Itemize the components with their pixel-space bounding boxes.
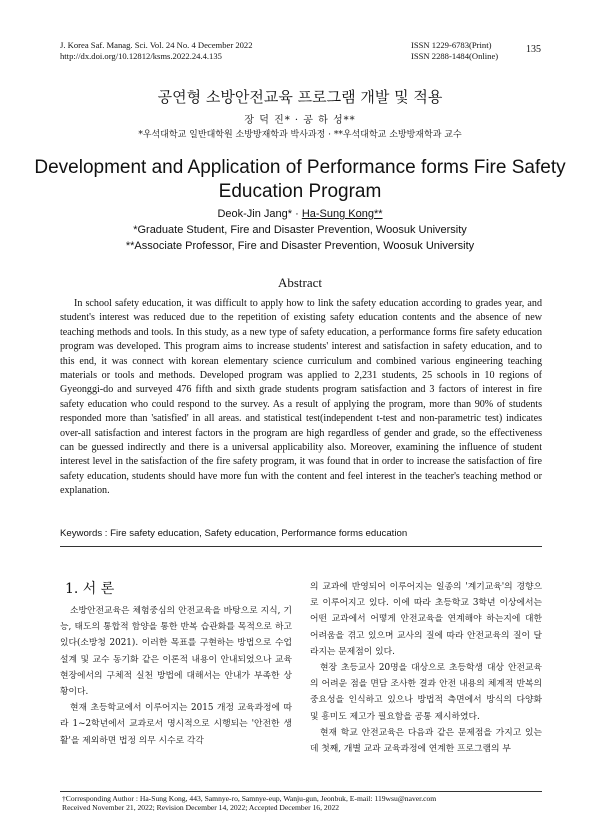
- korean-title: 공연형 소방안전교육 프로그램 개발 및 적용: [157, 88, 443, 106]
- section-heading: 1. 서 론: [65, 581, 115, 597]
- footnote-divider: [60, 791, 542, 792]
- author-1: Deok-Jin Jang*: [217, 208, 293, 220]
- english-affiliation-2: **Associate Professor, Fire and Disaster Prevention, Woosuk University: [125, 240, 475, 252]
- received-dates: Received November 21, 2022; Revision December 14, 2022; Accepted December 16, 2022: [62, 803, 340, 812]
- english-title-line-2: Education Program: [218, 181, 382, 202]
- doi-link[interactable]: http://dx.doi.org/10.12812/ksms.2022.24.4.135: [60, 51, 222, 61]
- paragraph: 소방안전교육은 체험중심의 안전교육을 바탕으로 지식, 기능, 태도의 통합적 함양을 통한 반복 습관화를 목적으로 하고 있다(소방청 2021). 이러한 목표를 구현하는 방법으로 수업 설계 및 교수 동기화 같은 이론적 내용이 안내되었으나 교육 현장에서의 구체적 실천 방법에 대해서는 안내가 부족한 상황이다.: [60, 606, 292, 698]
- issn-block: [411, 40, 498, 62]
- paragraph: 의 교과에 반영되어 이루어지는 일종의 '계기교육'의 경향으로 이루어지고 있다. 이에 따라 초등학교 3학년 이상에서는 어떤 교과에서 어떻게 안전교육을 연계해야 하는지에 대한 어려움을 겪고 있으며 교사의 질에 따라 안전교육의 질이 달라지는 문제점이 있다.: [310, 582, 542, 657]
- english-title-line-1: Development and Application of Performance forms Fire Safety: [34, 157, 566, 178]
- english-title: [0, 156, 600, 204]
- author-2-link[interactable]: Ha-Sung Kong**: [301, 208, 383, 220]
- right-column: [310, 579, 542, 757]
- footnote: [62, 794, 436, 812]
- paragraph: 현재 초등학교에서 이루어지는 2015 개정 교육과정에 따라 1~2학년에서 교과로서 명시적으로 시행되는 '안전한 생활'을 제외하면 법정 의무 시수로 각각: [60, 703, 292, 746]
- korean-affiliations: *우석대학교 일반대학원 소방방재학과 박사과정 · **우석대학교 소방방재학과 교수: [138, 130, 462, 140]
- section-divider: [60, 546, 542, 547]
- korean-authors: 장 덕 진* · 공 하 성**: [244, 115, 356, 126]
- journal-line-1: J. Korea Saf. Manag. Sci. Vol. 24 No. 4 December 2022: [60, 40, 253, 50]
- english-authors: [0, 208, 600, 220]
- abstract-heading: Abstract: [277, 275, 323, 290]
- page-number: 135: [526, 44, 541, 55]
- english-affiliation-1: *Graduate Student, Fire and Disaster Prevention, Woosuk University: [133, 224, 467, 236]
- author-separator: ·: [292, 208, 302, 220]
- left-column: [60, 603, 292, 749]
- issn-online: ISSN 2288-1484(Online): [411, 51, 499, 61]
- paragraph: 현재 학교 안전교육은 다음과 같은 문제점을 가지고 있는데 첫째, 개별 교과 교육과정에 연계한 프로그램의 부: [310, 727, 542, 755]
- abstract-body: In school safety education, it was difficult to apply how to link the safety education according to grades year, and student's interest was reduced due to the repetition of existing safety education contents and the absence of new teaching methods and tools. In this study, as a new type of safety education, a performance forms fire safety education program was developed. This program aims to increase students' interest and satisfaction in safety education, and to this end, it was connect with korean elementary science curriculum and combined various engineering teaching materials or tools and methods. Developed program was applied to 2,231 students, 25 schools in 10 regions of Gyeonggi-do and surveyed 476 fifth and sixth grade students program satisfaction and 3 factors of interest in fire safety education who could respond to the survey. As a result of applying the program, more than 90% of students responded more than 'satisfied' in all areas. and statistical test(independent t-test and non-parametric test) indicates over-all satisfaction and interest factors in the program are high regardless of gender and grade, so the effectiveness can be guessed indirectly and there is a universal applicability also. Moreover, examining the influence of student interest level in the satisfaction of the fire safety program, it was found that in order to increase the satisfaction of fire safety education, students should have more fun with the content and feel interest in the teacher's teaching method or explanation.: [60, 298, 542, 497]
- keywords: Keywords : Fire safety education, Safety education, Performance forms education: [60, 528, 408, 539]
- paragraph: 현장 초등교사 20명을 대상으로 초등학생 대상 안전교육의 어려운 점을 면담 조사한 결과 안전 내용의 체계적 반복의 중요성을 인식하고 있으나 방법적 측면에서 방식의 다양화 및 흥미도 제고가 필요함을 공통 제시하였다.: [310, 663, 542, 722]
- issn-print: ISSN 1229-6783(Print): [411, 40, 492, 50]
- corresponding-author: †Corresponding Author : Ha-Sung Kong, 443, Samnye-ro, Samnye-eup, Wanju-gun, Jeonbuk, E-mail: 119wsu@naver.com: [62, 794, 437, 803]
- journal-citation: [60, 40, 253, 62]
